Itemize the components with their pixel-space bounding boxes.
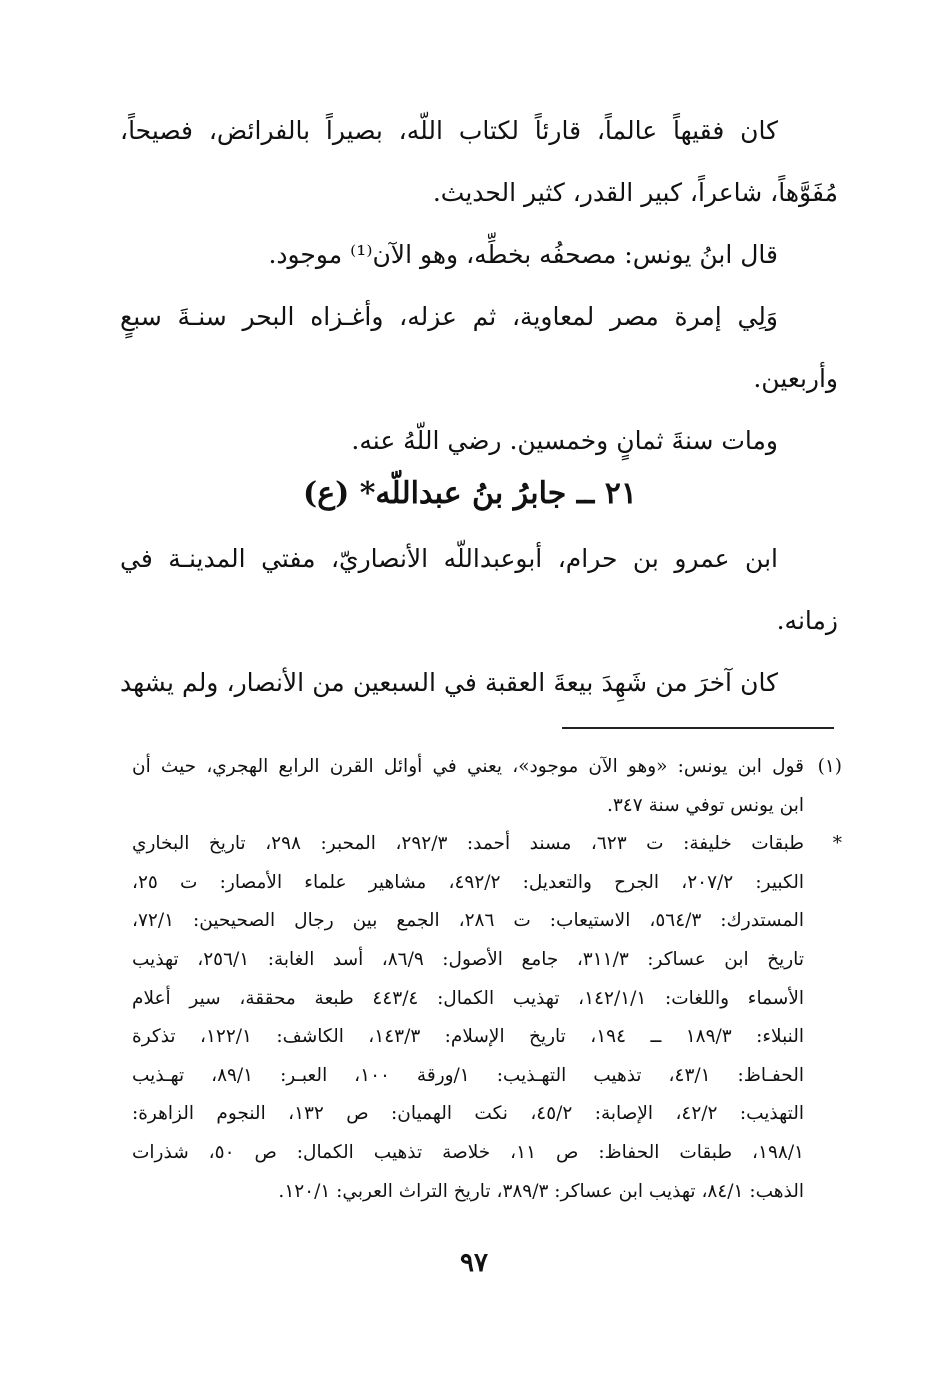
footnote-line (132, 1095, 842, 1134)
footnote-text: ابن يونس توفي سنة ٣٤٧. (606, 794, 804, 816)
footnote-marker: * (832, 833, 842, 855)
footnote-line (132, 1134, 842, 1173)
body-line: كان فقيهاً عالماً، قارئاً لكتاب اللّه، بصيراً بالفرائض، فصيحاً، (120, 116, 778, 145)
footnote-marker: (١) (817, 756, 842, 777)
footnote-text: تاريخ ابن عساكر: ٣١١/٣، جامع الأصول: ٨٦/٩، أسد الغابة: ٢٥٦/١، تهذيب (132, 948, 804, 970)
footnote-separator (562, 727, 834, 729)
footnotes (132, 748, 842, 1211)
footnote-text: الأسماء واللغات: ١٤٢/١/١، تهذيب الكمال: ٤٤٣/٤ طبعة محققة، سير أعلام (132, 987, 805, 1009)
footnote-line (132, 1173, 842, 1212)
body-line: ابن عمرو بن حرام، أبوعبداللّه الأنصاريّ، مفتي المدينـة في (120, 544, 778, 573)
body-line: كان آخرَ من شَهِدَ بيعةَ العقبة في السبعين من الأنصار، ولم يشهد (120, 668, 778, 697)
footnote-text: الذهب: ٨٤/١، تهذيب ابن عساكر: ٣٨٩/٣، تاريخ التراث العربي: ١٢٠/١. (278, 1180, 804, 1202)
body-line: وأربعين. (753, 364, 838, 393)
footnote-line (132, 864, 842, 903)
footnote-text: التهذيب: ٤٢/٢، الإصابة: ٤٥/٢، نكت الهميان: ص ١٣٢، النجوم الزاهرة: (132, 1103, 804, 1125)
entry-heading: ٢١ ــ جابرُ بنُ عبداللّه* (ع) (303, 476, 637, 511)
footnote-text: المستدرك: ٥٦٤/٣، الاستيعاب: ت ٢٨٦، الجمع بين رجال الصحيحين: ٧٢/١، (132, 910, 804, 932)
main-text-block (120, 100, 838, 472)
body-line: مُفَوَّهاً، شاعراً، كبير القدر، كثير الحديث. (432, 178, 838, 207)
footnote-line (132, 902, 842, 941)
footnote-text: النبلاء: ١٨٩/٣ ــ ١٩٤، تاريخ الإسلام: ١٤٣/٣، الكاشف: ١٢٢/١، تذكرة (132, 1026, 805, 1048)
body-line: زمانه. (776, 606, 838, 635)
body-line: قال ابنُ يونس: مصحفُه بخطِّه، وهو الآن⁽¹⁾ موجود. (268, 240, 778, 269)
footnote-line (132, 787, 842, 826)
footnote-line (132, 825, 842, 864)
footnote-line (132, 1018, 842, 1057)
body-line: وَلِي إمرة مصر لمعاوية، ثم عزله، وأغـزاه البحر سنـةَ سبعٍ (120, 302, 778, 331)
footnote-text: ١٩٨/١، طبقات الحفاظ: ص ١١، خلاصة تذهيب الكمال: ص ٥٠، شذرات (132, 1141, 804, 1163)
footnote-text: طبقات خليفة: ت ٦٢٣، مسند أحمد: ٢٩٢/٣، المحبر: ٢٩٨، تاريخ البخاري (132, 833, 804, 855)
footnote-line (132, 941, 842, 980)
footnote-line (132, 748, 842, 787)
footnote-text: الكبير: ٢٠٧/٢، الجرح والتعديل: ٤٩٢/٢، مشاهير علماء الأمصار: ت ٢٥، (132, 871, 804, 893)
page-number: ٩٧ (460, 1248, 488, 1278)
footnote-text: قول ابن يونس: «وهو الآن موجود»، يعني في أوائل القرن الرابع الهجري، حيث أن (132, 756, 804, 777)
footnote-line (132, 980, 842, 1019)
footnote-line (132, 1057, 842, 1096)
main-text-block-2 (120, 528, 838, 714)
body-line: ومات سنةَ ثمانٍ وخمسين. رضي اللّهُ عنه. (351, 426, 778, 455)
footnote-text: الحفـاظ: ٤٣/١، تذهيب التهـذيب: ١/ورقة ١٠٠، العبـر: ٨٩/١، تهـذيب (132, 1064, 804, 1086)
